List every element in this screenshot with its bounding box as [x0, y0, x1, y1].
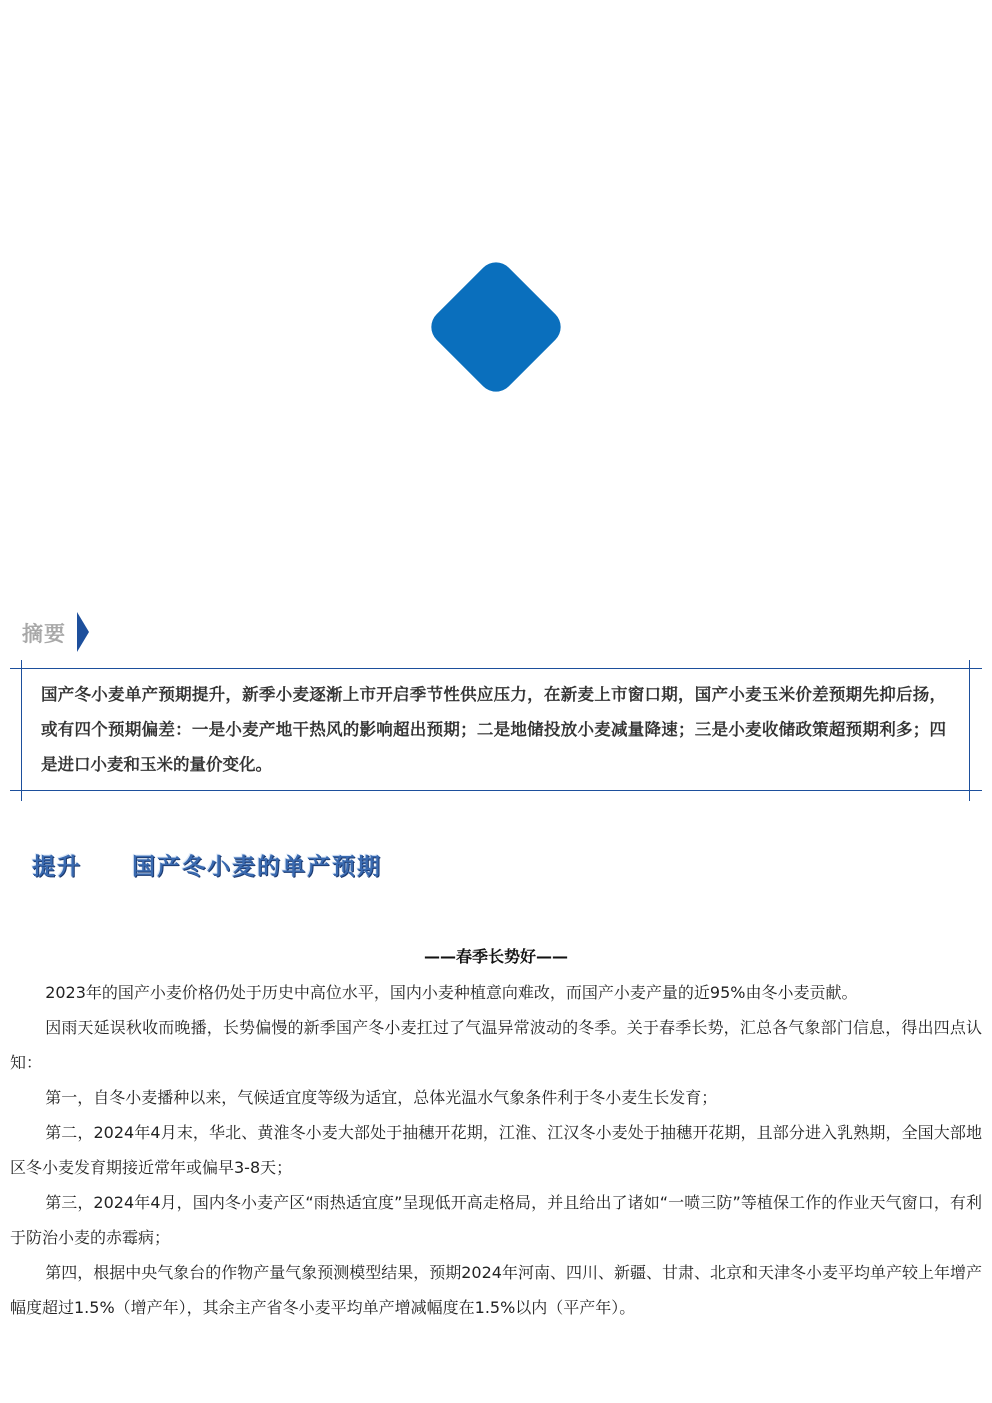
abstract-left-rule: [21, 660, 22, 801]
section-title: [32, 848, 382, 881]
body-text: [10, 975, 982, 1325]
subheading: ——春季长势好——: [423, 947, 568, 966]
logo-diamond-icon: [424, 255, 568, 399]
triangle-arrow-icon: [77, 612, 89, 652]
paragraph: 第四，根据中央气象台的作物产量气象预测模型结果，预期2024年河南、四川、新疆、甘肃、北京和天津冬小麦平均单产较上年增产幅度超过1.5%（增产年），其余主产省冬小麦平均单产增减幅度在1.5%以内（平产年）。: [10, 1263, 982, 1317]
abstract-right-rule: [969, 660, 970, 801]
section-title-part1: 提升: [32, 854, 82, 880]
paragraph: 第二，2024年4月末，华北、黄淮冬小麦大部处于抽穗开花期，江淮、江汉冬小麦处于抽穗开花期，且部分进入乳熟期，全国大部地区冬小麦发育期接近常年或偏早3-8天；: [10, 1123, 982, 1177]
paragraph: 第三，2024年4月，国内冬小麦产区“雨热适宜度”呈现低开高走格局，并且给出了诸如“一喷三防”等植保工作的作业天气窗口，有利于防治小麦的赤霉病；: [10, 1193, 982, 1247]
paragraph: 2023年的国产小麦价格仍处于历史中高位水平，国内小麦种植意向难改，而国产小麦产量的近95%由冬小麦贡献。: [45, 983, 858, 1002]
paragraph: 第一，自冬小麦播种以来，气候适宜度等级为适宜，总体光温水气象条件利于冬小麦生长发育；: [45, 1088, 718, 1107]
abstract-top-rule: [10, 668, 982, 669]
abstract-bottom-rule: [10, 790, 982, 791]
abstract-label: 摘要: [22, 622, 66, 646]
section-title-part2: 国产冬小麦的单产预期: [132, 854, 382, 880]
paragraph: 因雨天延误秋收而晚播，长势偏慢的新季国产冬小麦扛过了气温异常波动的冬季。关于春季长势，汇总各气象部门信息，得出四点认知：: [10, 1018, 982, 1072]
abstract-text: 国产冬小麦单产预期提升，新季小麦逐渐上市开启季节性供应压力，在新麦上市窗口期，国产小麦玉米价差预期先抑后扬，或有四个预期偏差：一是小麦产地干热风的影响超出预期；二是地储投放小麦减量降速；三是小麦收储政策超预期利多；四是进口小麦和玉米的量价变化。: [41, 685, 946, 774]
